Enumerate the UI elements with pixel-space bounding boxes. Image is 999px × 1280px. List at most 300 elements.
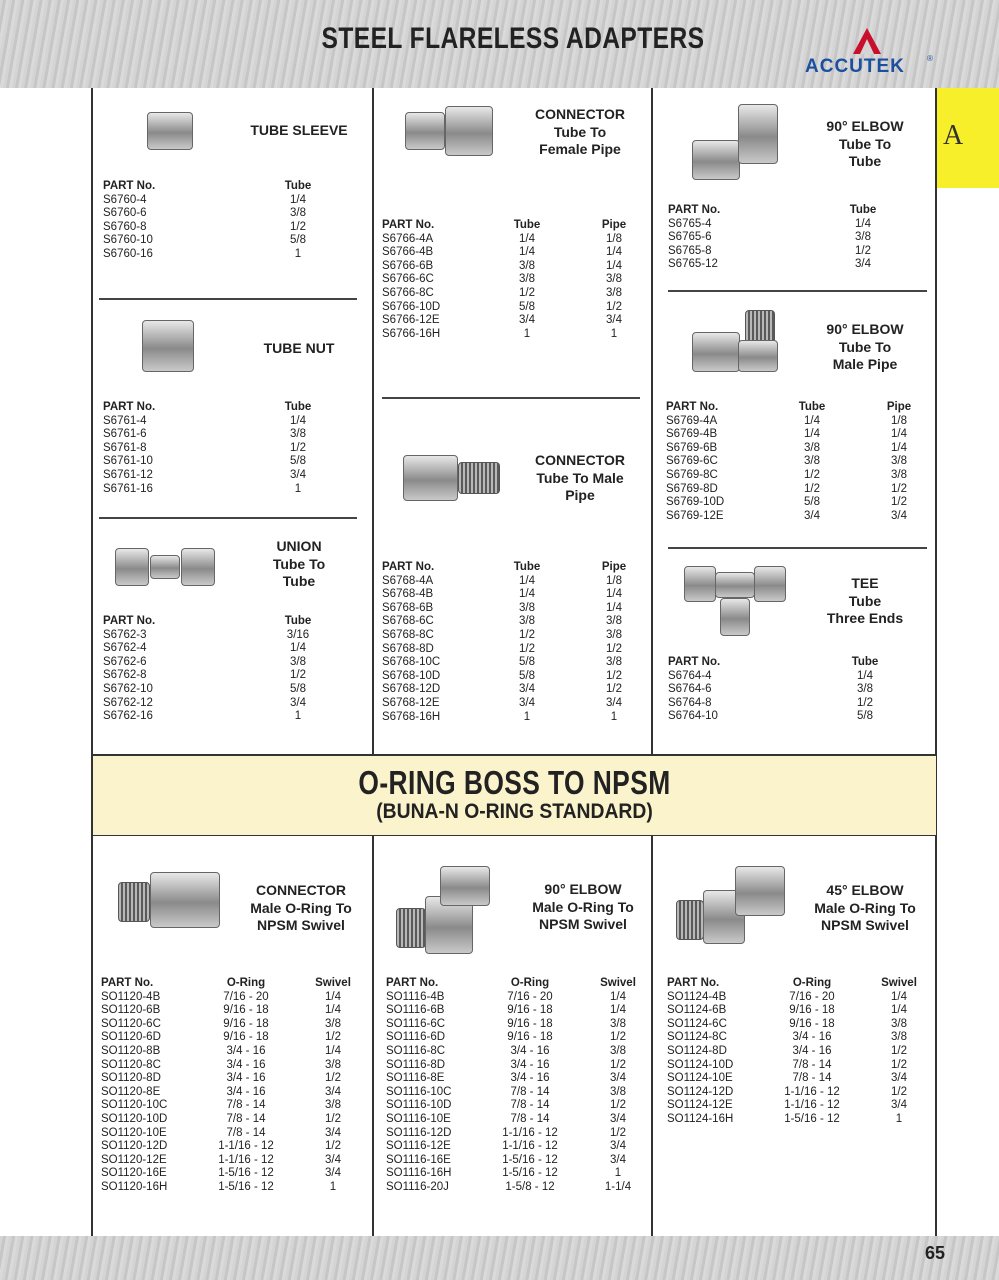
table-cell: 1-5/16 - 12 [502,1153,558,1166]
product-title [780,575,950,628]
page-number: 65 [925,1243,946,1263]
table-cell: 3/8 [891,455,907,468]
table-cell: 1/2 [519,629,535,641]
part-number: SO1116-16H [386,1167,452,1180]
table-header: Tube [798,401,826,413]
table-cell: 1/2 [891,496,907,509]
product-divider [99,517,357,519]
part-number: S6769-6B [666,441,718,454]
table-cell: 7/8 - 14 [510,1113,550,1125]
table-cell: 3/4 - 16 [226,1045,266,1057]
table-cell: 3/8 [325,1017,341,1030]
table-cell: 1/2 [610,1126,626,1139]
table-header: Pipe [886,401,912,413]
oring-section-title: O-RING BOSS TO NPSM [358,764,671,801]
table-header: Tube [284,180,312,192]
table-header: Tube [851,656,879,668]
product-title-line: Tube [848,153,882,169]
part-number: SO1120-8B [101,1045,161,1057]
product-title-line: Tube To [553,123,607,140]
part-number: S6769-12E [666,509,724,522]
part-number: S6762-8 [103,669,147,682]
product-title-line: Tube [282,573,316,589]
table-header: PART No. [101,977,154,989]
part-number: SO1124-8D [667,1045,727,1057]
part-number: S6768-10C [382,656,441,669]
fitting-image [118,882,150,922]
page-title: STEEL FLARELESS ADAPTERS [321,22,705,55]
table-cell: 3/4 [855,258,871,271]
table-cell: 3/4 [891,509,907,522]
table-cell: 3/4 [606,697,622,709]
product-title-line: Three Ends [826,610,904,626]
table-cell: 1 [329,1181,337,1193]
table-cell: 1/2 [857,696,873,709]
table-cell: 1/4 [891,990,907,1003]
table-cell: 3/8 [606,615,622,628]
table-cell: 1/4 [290,642,306,655]
table-cell: 3/8 [325,1058,341,1071]
table-cell: 3/4 [325,1153,341,1166]
table-cell: 1/8 [606,574,622,587]
accutek-logo [805,28,935,78]
product-title-line: Tube To Male [536,469,624,486]
part-number: SO1120-6C [101,1017,161,1030]
part-number: SO1116-16E [386,1153,451,1166]
table-header: PART No. [386,977,439,989]
table-cell: 1/2 [519,287,535,299]
product-title-line: Female Pipe [539,141,621,157]
part-number: S6768-8D [382,642,434,655]
part-number: SO1120-8C [101,1058,161,1071]
fitting-image [738,340,778,372]
table-cell: 1-5/16 - 12 [218,1167,274,1180]
table-cell: 3/8 [519,273,535,286]
table-cell: 1/4 [325,1004,341,1017]
part-number: SO1120-12E [101,1153,167,1166]
table-cell: 3/4 [519,697,535,709]
table-cell: 9/16 - 18 [507,1031,553,1044]
table-cell: 3/4 [290,469,306,481]
part-number: S6766-4B [382,246,434,259]
table-cell: 3/4 [891,1072,907,1085]
table-cell: 9/16 - 18 [223,1031,269,1044]
part-number: S6768-6B [382,601,434,614]
table-cell: 3/4 [519,314,535,327]
product-title-line: CONNECTOR [535,452,625,468]
table-cell: 1/4 [857,669,873,682]
table-header: Tube [284,615,312,627]
table-cell: 7/8 - 14 [792,1058,832,1071]
part-number: SO1116-4B [386,990,445,1003]
fitting-image [745,310,775,344]
part-number: S6765-6 [668,231,712,244]
table-cell: 1/4 [855,217,871,230]
part-number: SO1120-4B [101,990,161,1003]
product-title-line: TUBE SLEEVE [250,122,348,138]
part-number: S6768-12D [382,683,441,696]
part-number: S6761-12 [103,469,153,481]
table-header: O-Ring [792,977,832,989]
table-header: PART No. [382,219,435,231]
table-cell: 1/4 [606,259,622,272]
table-cell: 1-1/4 [604,1181,632,1193]
product-title [780,882,950,935]
table-header: PART No. [666,401,719,413]
table-cell: 1/4 [891,1004,907,1017]
table-cell: 1/2 [610,1099,626,1112]
product-title-line: TEE [851,575,879,591]
part-number: SO1120-16E [101,1167,167,1180]
table-cell: 3/8 [891,1017,907,1030]
part-number: S6761-4 [103,414,147,427]
product-divider [382,397,640,399]
product-title [495,106,665,159]
table-header: PART No. [103,180,156,192]
part-number: S6760-4 [103,193,147,206]
table-cell: 3/4 - 16 [226,1085,266,1098]
fitting-image [115,548,149,586]
table-header: Tube [284,401,312,413]
part-number: S6761-8 [103,441,147,454]
table-cell: 3/8 [519,601,535,614]
part-number: SO1120-12D [101,1140,168,1153]
product-title [780,321,950,374]
table-cell: 7/8 - 14 [226,1113,266,1125]
table-cell: 3/8 [606,273,622,286]
part-number: SO1124-12D [667,1085,734,1098]
oring-section-header [93,756,936,835]
table-cell: 3/16 [286,628,310,641]
table-header: Swivel [600,977,636,989]
table-cell: 1/4 [610,1004,626,1017]
product-title-line: 90° ELBOW [826,321,904,337]
table-cell: 1/4 [891,428,907,441]
part-number: S6766-12E [382,314,440,327]
table-cell: 3/4 [606,314,622,327]
table-cell: 5/8 [290,455,306,468]
table-cell: 3/4 - 16 [792,1045,832,1057]
table-cell: 7/16 - 20 [507,990,553,1003]
part-number: S6765-8 [668,244,712,257]
part-number: S6760-10 [103,234,153,247]
part-number: S6769-8C [666,469,718,481]
table-cell: 1/4 [804,428,820,441]
table-cell: 1/4 [290,193,306,206]
table-header: Tube [513,561,541,573]
table-cell: 1 [294,710,302,723]
table-cell: 1/4 [290,414,306,427]
table-cell: 9/16 - 18 [789,1017,835,1030]
part-number: SO1120-8D [101,1072,161,1085]
part-number: SO1120-8E [101,1085,161,1098]
product-title-line: 45° ELBOW [826,882,904,898]
part-number: S6769-8D [666,482,718,495]
part-number: SO1116-12E [386,1140,451,1153]
table-cell: 1/2 [855,244,871,257]
fitting-image [181,548,215,586]
table-header: PART No. [668,204,721,216]
part-number: SO1124-10D [667,1058,734,1071]
part-number: S6764-10 [668,710,718,723]
part-number: S6762-4 [103,642,147,655]
part-number: S6769-10D [666,496,725,509]
table-cell: 3/8 [610,1045,626,1057]
table-cell: 3/8 [891,1031,907,1044]
table-cell: 1/4 [606,601,622,614]
table-cell: 7/8 - 14 [792,1072,832,1085]
table-cell: 3/8 [804,441,820,454]
product-title-line: UNION [276,538,322,554]
part-number: S6765-12 [668,258,718,271]
part-number: S6766-10D [382,300,441,313]
table-cell: 7/8 - 14 [226,1126,266,1139]
part-number: SO1120-6D [101,1031,161,1044]
fitting-image [676,900,704,940]
part-number: SO1124-4B [667,990,727,1003]
part-number: S6760-6 [103,207,147,220]
part-number: S6766-16H [382,327,441,340]
table-header: PART No. [668,656,721,668]
part-number: S6762-16 [103,710,153,723]
part-number: SO1116-20J [386,1181,449,1193]
table-cell: 1/2 [290,220,306,233]
product-title-line: 90° ELBOW [544,881,622,897]
part-number: SO1116-10C [386,1085,452,1098]
table-cell: 1/2 [804,469,820,481]
product-title-line: NPSM Swivel [821,917,909,933]
product-title [495,452,665,505]
table-cell: 1/4 [325,1045,341,1057]
table-header: Pipe [601,561,627,573]
column-divider [372,88,374,756]
table-cell: 7/16 - 20 [789,990,835,1003]
table-cell: 3/8 [606,287,622,299]
product-title-line: Tube To [838,338,892,355]
table-cell: 9/16 - 18 [223,1017,269,1030]
table-cell: 1/4 [325,990,341,1003]
table-cell: 1/2 [891,1045,907,1057]
product-title-line: Male O-Ring To [250,899,352,916]
table-cell: 3/8 [519,615,535,628]
table-cell: 1 [614,1167,622,1180]
table-cell: 3/4 - 16 [792,1031,832,1044]
part-number: S6761-16 [103,482,153,495]
table-cell: 1/4 [804,414,820,427]
fitting-image [715,572,755,598]
part-number: S6768-12E [382,697,440,709]
table-cell: 3/4 - 16 [226,1072,266,1085]
part-number: S6762-12 [103,696,153,709]
table-cell: 3/8 [891,469,907,481]
section-tab-label: A [943,120,964,151]
fitting-image [684,566,716,602]
product-title-line: NPSM Swivel [539,916,627,932]
table-cell: 3/4 [891,1099,907,1112]
product-title-line: Male Pipe [832,356,898,372]
part-number: S6764-6 [668,683,712,696]
fitting-image [735,866,785,916]
table-header: O-Ring [226,977,266,989]
part-number: S6762-6 [103,655,147,668]
table-cell: 1/2 [290,669,306,682]
table-cell: 1/2 [606,300,622,313]
table-cell: 7/8 - 14 [510,1099,550,1112]
part-number: S6765-4 [668,217,712,230]
fitting-image [147,112,193,150]
table-cell: 1/4 [519,246,535,259]
part-number: SO1124-10E [667,1072,733,1085]
table-cell: 1/2 [325,1031,341,1044]
product-divider [99,298,357,300]
table-cell: 1-5/16 - 12 [502,1167,558,1180]
table-cell: 1-1/16 - 12 [784,1085,840,1098]
table-cell: 1/8 [606,232,622,245]
table-cell: 5/8 [519,669,535,682]
part-number: S6760-16 [103,248,153,260]
table-cell: 1/4 [519,232,535,245]
product-title-line: NPSM Swivel [257,917,345,933]
table-cell: 1 [610,327,618,340]
product-title [498,881,668,934]
table-cell: 3/8 [857,683,873,696]
table-cell: 1/4 [891,441,907,454]
product-title-line: Pipe [565,487,595,503]
table-header: Tube [849,204,877,216]
part-number: SO1116-6B [386,1004,445,1017]
table-cell: 7/16 - 20 [223,990,269,1003]
product-title-line: Tube [848,592,882,609]
table-cell: 1 [294,248,302,260]
table-cell: 3/4 [519,683,535,696]
table-cell: 3/4 [610,1140,626,1153]
product-title [216,882,386,935]
table-cell: 1-5/16 - 12 [218,1181,274,1193]
logo-triangle-inner [860,39,874,54]
table-cell: 1 [610,710,618,723]
table-cell: 1/2 [606,683,622,696]
table-cell: 1/2 [606,669,622,682]
table-cell: 3/4 - 16 [226,1058,266,1071]
fitting-image [692,140,740,180]
table-cell: 5/8 [857,710,873,723]
part-number: S6764-8 [668,696,712,709]
product-title-line: Male O-Ring To [532,898,634,915]
part-number: SO1116-6D [386,1031,446,1044]
table-header: PART No. [103,401,156,413]
part-number: S6768-6C [382,615,434,628]
table-cell: 3/8 [290,428,306,441]
part-number: S6768-4A [382,574,434,587]
table-cell: 1 [294,482,302,495]
part-number: S6766-6B [382,259,434,272]
table-cell: 3/4 - 16 [510,1072,550,1085]
table-cell: 3/8 [610,1017,626,1030]
part-number: SO1116-8E [386,1072,445,1085]
table-header: Swivel [315,977,351,989]
table-cell: 9/16 - 18 [507,1004,553,1017]
table-cell: 5/8 [519,300,535,313]
part-number: SO1116-8D [386,1058,446,1071]
table-cell: 3/4 [610,1072,626,1085]
part-number: S6761-6 [103,428,147,441]
part-number: S6768-8C [382,629,434,641]
fitting-image [150,555,180,579]
table-cell: 1/2 [606,642,622,655]
part-number: S6768-16H [382,710,441,723]
part-number: S6761-10 [103,455,153,468]
part-number: S6769-6C [666,455,718,468]
table-cell: 3/4 [290,696,306,709]
table-cell: 3/4 - 16 [510,1058,550,1071]
table-cell: 3/8 [610,1085,626,1098]
table-cell: 1/2 [325,1140,341,1153]
table-cell: 5/8 [519,656,535,669]
table-cell: 3/8 [519,259,535,272]
table-cell: 9/16 - 18 [507,1017,553,1030]
table-cell: 3/4 [804,509,820,522]
part-number: SO1116-10D [386,1099,452,1112]
table-cell: 1 [523,327,531,340]
part-number: SO1120-10D [101,1113,168,1125]
product-divider [668,290,927,292]
table-cell: 1/8 [891,414,907,427]
fitting-image [445,106,493,156]
table-cell: 1/2 [290,441,306,454]
part-number: S6766-4A [382,232,434,245]
part-number: SO1124-6C [667,1017,727,1030]
table-cell: 1/4 [519,574,535,587]
fitting-image [142,320,194,372]
table-cell: 1-1/16 - 12 [218,1153,274,1166]
fitting-image [403,455,458,501]
part-number: SO1124-6B [667,1004,727,1017]
part-number: SO1116-12D [386,1126,452,1139]
fitting-image [405,112,445,150]
part-number: S6769-4A [666,414,718,427]
table-cell: 1-1/16 - 12 [502,1126,558,1139]
part-number: S6760-8 [103,220,147,233]
table-cell: 3/4 [325,1085,341,1098]
table-header: Tube [513,219,541,231]
part-number: S6766-6C [382,273,434,286]
table-cell: 1/4 [606,246,622,259]
table-cell: 1/2 [891,1058,907,1071]
table-cell: 1 [523,710,531,723]
table-header: O-Ring [510,977,550,989]
table-cell: 3/8 [325,1099,341,1112]
table-cell: 1/2 [891,1085,907,1098]
part-number: S6766-8C [382,287,434,299]
fitting-image [692,332,740,372]
product-title-line: CONNECTOR [535,106,625,122]
part-number: SO1124-8C [667,1031,727,1044]
part-number: SO1116-10E [386,1113,451,1125]
table-cell: 1/2 [325,1072,341,1085]
product-title-line: CONNECTOR [256,882,346,898]
product-title [214,340,384,358]
table-cell: 3/4 [610,1153,626,1166]
table-cell: 1 [895,1113,903,1125]
table-cell: 3/4 - 16 [510,1045,550,1057]
part-number: S6762-10 [103,683,153,695]
column-divider [651,88,653,756]
table-cell: 1/4 [519,588,535,601]
product-divider [668,547,927,549]
table-cell: 1-1/16 - 12 [502,1140,558,1153]
fitting-image [440,866,490,906]
table-cell: 7/8 - 14 [510,1085,550,1098]
